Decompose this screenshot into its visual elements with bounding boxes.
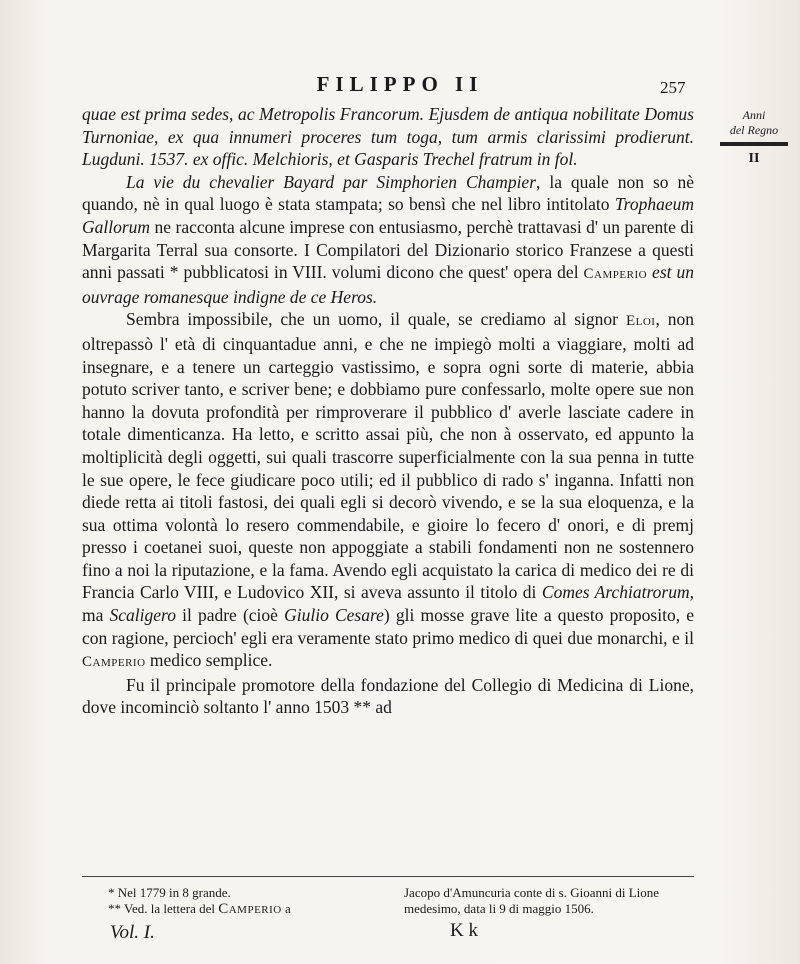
paragraph-bayard (82, 171, 694, 309)
footnote-1: * Nel 1779 in 8 grande. (108, 885, 231, 900)
paragraph-impossibile-text6: medico semplice. (145, 650, 273, 671)
paragraph-impossibile-text2: , non oltrepassò l' età di cinquantadue anni, e che ne impiegò molti a viaggiare, molti ad insegnare, e a tenere un carteggio vastissimo, e sopra ogni sorte di materie, abbia potuto scriver tanto, e scriver bene; e dobbiamo pure confessarlo, molte opere sue non hanno la dovuta profondità per rimproverare il pubblico d' averle lasciate cadere in totale dimenticanza. Ha letto, e scritto assai più, che non à osservato, ed appunto la moltiplicità degli oggetti, sui quali trascorre superficialmente con la sua penna in tutte le sue opere, le fece giudicare poco utili; ed il pubblico di rado s' inganna. Infatti non diede retta ai titoli fastosi, dei quali egli si decorò vivendo, e se la sua eloquenza, e la sua ottima volontà lo resero commendabile, e gioire lo fecero d' onori, e di premj presso i coetanei suoi, queste non appoggiate a stabili fondamenti non ne sostennero fino a noi la riputazione, e la fama. Avendo egli acquistato la carica di medico dei re di Francia Carlo VIII, e Ludovico XII, si aveva assunto il titolo di (82, 309, 695, 603)
paragraph-bayard-text2: ne racconta alcune imprese con entusiasmo, perchè trattavasi d' un parente di Margarita Terral sua consorte. I Compilatori del Dizionario storico Franzese a questi anni passati * pubblicatosi in VIII. volumi dicono che quest' opera del (82, 216, 694, 283)
work-title-trophaeum: Trophaeum Gallorum (82, 194, 694, 237)
title-comes-archiatrorum: Comes Archiatrorum (541, 582, 690, 603)
paragraph-impossibile-text5: ) gli mosse grave lite a questo proposito, e con ragione, percioch' egli era veramente stato primo medico di quei due monarchi, e il (82, 605, 695, 648)
name-scaligero: Scaligero (109, 605, 176, 626)
name-giulio-cesare: Giulio Cesare (284, 605, 384, 626)
footnotes-left (108, 885, 398, 917)
french-quotation: est un ouvrage romanesque indigne de ce Heros. (82, 262, 694, 307)
author-name-eloi: Eloi (625, 313, 656, 330)
paragraph-impossibile-text1: Sembra impossibile, che un uomo, il quale, se crediamo al signor (126, 309, 626, 330)
running-title: FILIPPO II (316, 72, 484, 96)
footnote-2-text-a: ** Ved. la lettera del (108, 901, 219, 916)
author-name-camperio-2: Camperio (82, 654, 146, 671)
work-title-bayard: La vie du chevalier Bayard par Simphorien Champier (126, 171, 537, 192)
footnote-2 (108, 901, 398, 917)
margin-note-reign-number: II (748, 151, 760, 166)
footnote-2-continuation: Jacopo d'Amuncuria conte di s. Gioanni di Lione medesimo, data li 9 di maggio 1506. (404, 885, 660, 916)
margin-note-rule (720, 142, 788, 146)
paragraph-latin-citation: quae est prima sedes, ac Metropolis Francorum. Ejusdem de antiqua nobilitate Domus Turnoniae, ex qua innumeri proceres tum toga, tum armis clarissimi prodierunt. Lugduni. 1537. ex offic. Melchioris, et Gasparis Trechel fratrum in fol. (82, 104, 694, 170)
volume-signature: Vol. I. (110, 922, 155, 943)
margin-note-reign (712, 108, 796, 166)
body-text (82, 103, 694, 719)
margin-note-line2: del Regno (729, 123, 779, 137)
paragraph-impossibile-text4: il padre (cioè (175, 605, 285, 626)
margin-note-line1: Anni (742, 108, 766, 122)
paragraph-bayard-text1: , la quale non so nè quando, nè in qual luogo è stata stampata; so bensì che nel libro intitolato (82, 171, 694, 215)
gathering-signature: K k (450, 920, 478, 941)
footnote-2-text-b: a (281, 901, 291, 916)
footnote-2-name: Camperio (218, 901, 282, 917)
footnote-rule (82, 876, 694, 877)
paragraph-impossibile-text3: , ma (82, 582, 695, 626)
paragraph-collegio: Fu il principale promotore della fondazione del Collegio di Medicina di Lione, dove incominciò soltanto l' anno 1503 ** ad (82, 674, 694, 718)
page-number: 257 (660, 78, 686, 97)
paragraph-impossibile (82, 308, 694, 674)
author-name-camperio: Camperio (583, 266, 648, 283)
